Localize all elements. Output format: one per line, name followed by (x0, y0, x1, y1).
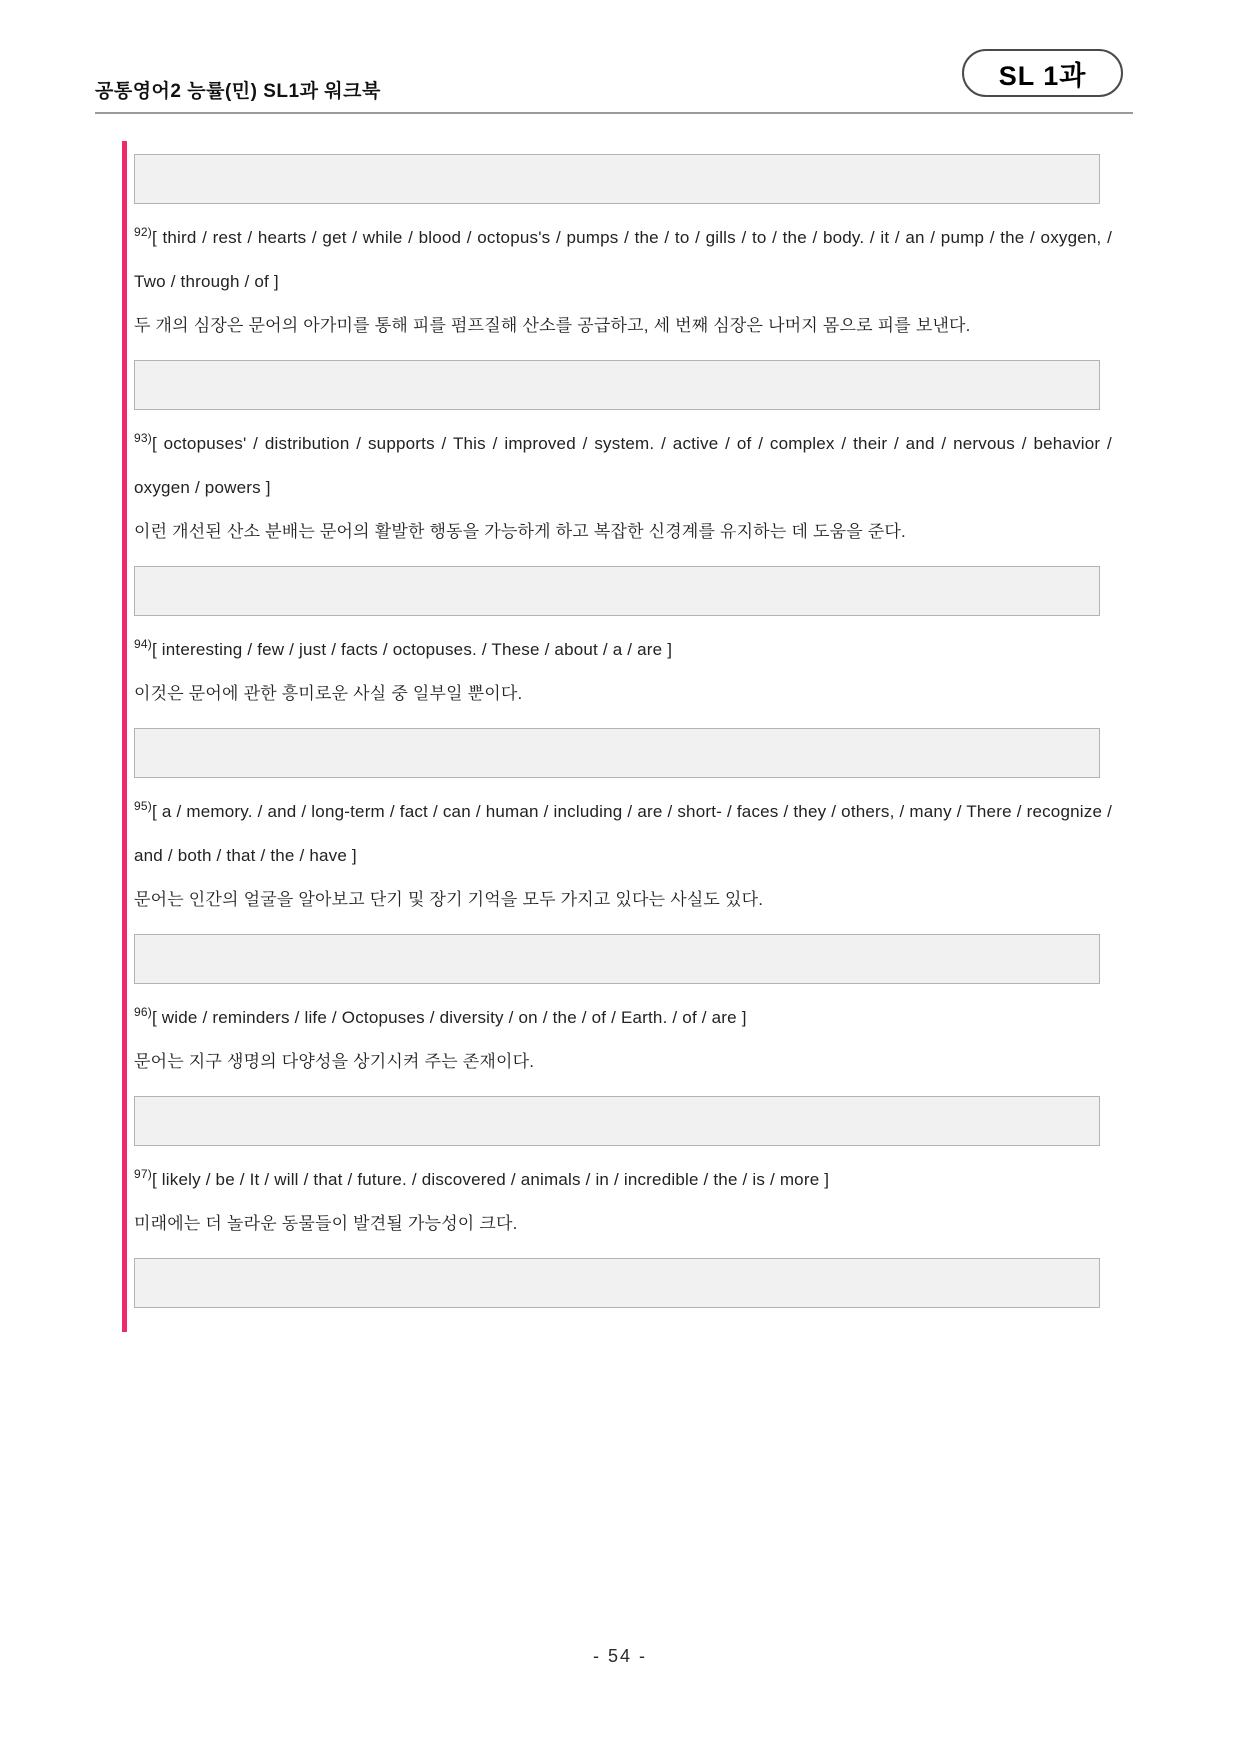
korean-translation: 문어는 인간의 얼굴을 알아보고 단기 및 장기 기억을 모두 가지고 있다는 사실도 있다. (134, 890, 764, 909)
scramble-words: [ a / memory. / and / long-term / fact / can / human / including / are / short- / faces / they / others, / many / There / recognize / and / both / that / the / have ] (134, 802, 1112, 865)
scramble-words: [ third / rest / hearts / get / while / blood / octopus's / pumps / the / to / gills / to / the / body. / it / an / pump / the / oxygen, / Two / through / of ] (134, 228, 1112, 291)
korean-translation: 문어는 지구 생명의 다양성을 상기시켜 주는 존재이다. (134, 1052, 535, 1071)
answer-box[interactable] (134, 728, 1100, 778)
scramble-words: [ wide / reminders / life / Octopuses / diversity / on / the / of / Earth. / of / are ] (151, 1008, 747, 1027)
scramble-text (134, 422, 1112, 510)
korean-translation: 이런 개선된 산소 분배는 문어의 활발한 행동을 가능하게 하고 복잡한 신경계를 유지하는 데 도움을 준다. (134, 522, 906, 541)
scramble-text (134, 790, 1112, 878)
page-number: - 54 - (592, 1646, 647, 1666)
item-number: 93) (134, 431, 152, 445)
answer-box[interactable] (134, 154, 1100, 204)
item-number: 96) (134, 1005, 152, 1019)
exercise-item-93 (134, 422, 1112, 554)
answer-box[interactable] (134, 566, 1100, 616)
page-title: 공통영어2 능률(민) SL1과 워크북 (95, 81, 381, 102)
korean-translation: 미래에는 더 놀라운 동물들이 발견될 가능성이 크다. (134, 1214, 518, 1233)
scramble-text (134, 216, 1112, 304)
scramble-text (134, 1158, 1112, 1202)
answer-box[interactable] (134, 360, 1100, 410)
scramble-words: [ likely / be / It / will / that / future. / discovered / animals / in / incredible / the / is / more ] (151, 1170, 830, 1189)
scramble-text (134, 996, 1112, 1040)
scramble-text (134, 628, 1112, 672)
korean-translation: 이것은 문어에 관한 흥미로운 사실 중 일부일 뿐이다. (134, 684, 523, 703)
chapter-badge: SL 1과 (962, 49, 1123, 97)
exercise-item-96 (134, 996, 1112, 1084)
item-number: 97) (134, 1167, 152, 1181)
item-number: 94) (134, 637, 152, 651)
item-number: 95) (134, 799, 152, 813)
exercise-item-94 (134, 628, 1112, 716)
answer-box[interactable] (134, 1096, 1100, 1146)
worksheet-content (122, 141, 1117, 1332)
header-divider (95, 112, 1133, 114)
exercise-item-97 (134, 1158, 1112, 1246)
item-number: 92) (134, 225, 152, 239)
scramble-words: [ interesting / few / just / facts / octopuses. / These / about / a / are ] (151, 640, 673, 659)
exercise-item-95 (134, 790, 1112, 922)
answer-box[interactable] (134, 1258, 1100, 1308)
scramble-words: [ octopuses' / distribution / supports / This / improved / system. / active / of / complex / their / and / nervous / behavior / oxygen / powers ] (134, 434, 1112, 497)
answer-box[interactable] (134, 934, 1100, 984)
exercise-item-92 (134, 216, 1112, 348)
korean-translation: 두 개의 심장은 문어의 아가미를 통해 피를 펌프질해 산소를 공급하고, 세 번째 심장은 나머지 몸으로 피를 보낸다. (134, 316, 971, 335)
